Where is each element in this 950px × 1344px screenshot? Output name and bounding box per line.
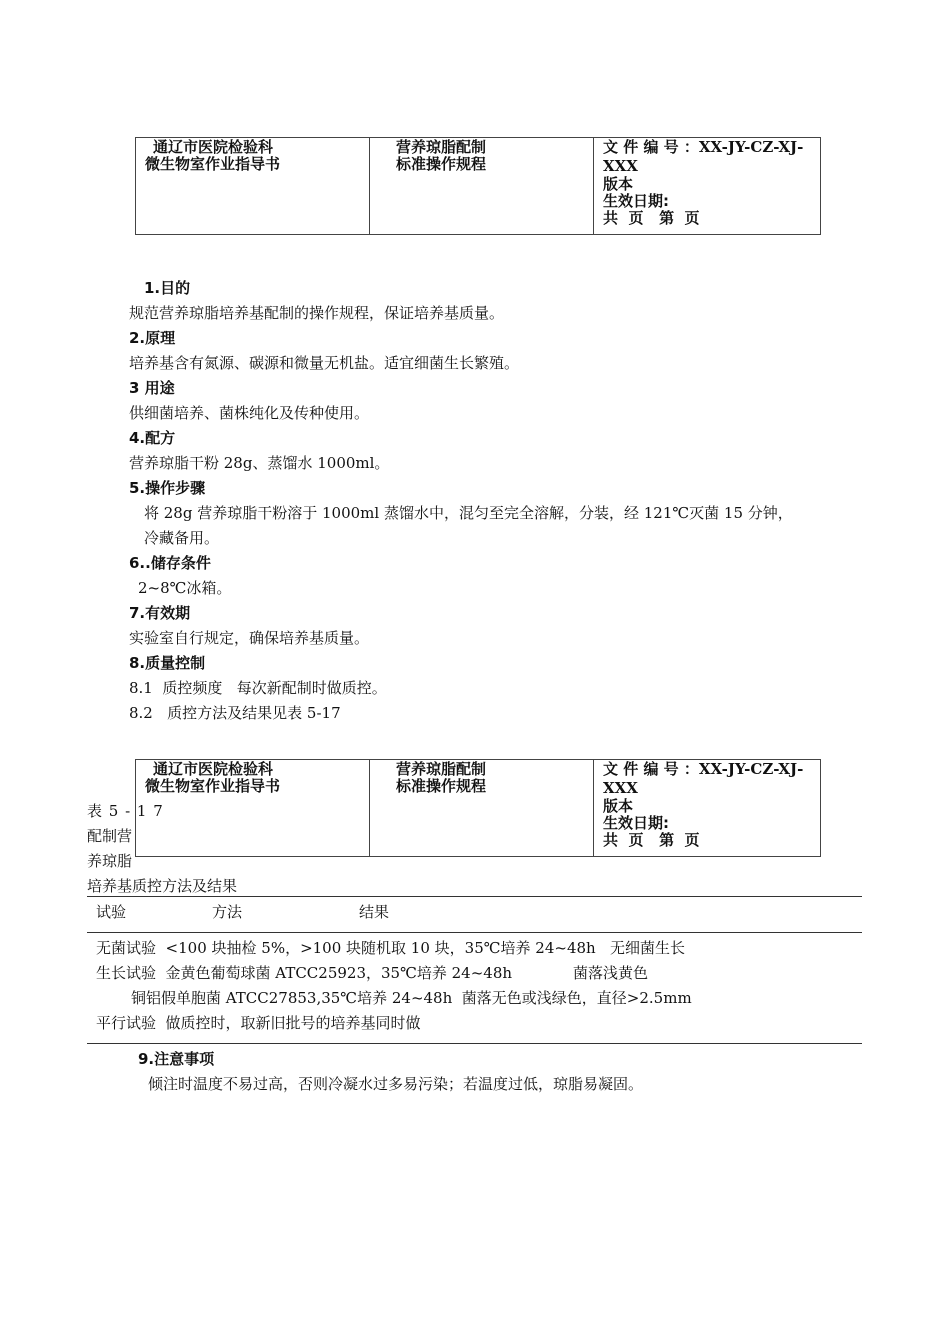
section4-text: 营养琼脂干粉 28g、蒸馏水 1000ml。 — [129, 454, 390, 472]
section9-title: 9.注意事项 — [138, 1050, 215, 1068]
qc-row-growth: 生长试验 金黄色葡萄球菌 ATCC25923，35℃培养 24~48h — [96, 964, 513, 982]
table-caption-line2: 配制营 — [87, 827, 133, 845]
version: 版本 — [603, 175, 634, 193]
doc-no-tail: XXX — [603, 157, 638, 175]
qc-table-header-rule — [87, 932, 862, 933]
section8-item2: 8.2 质控方法及结果见表 5-17 — [129, 704, 341, 722]
section8-title: 8.质量控制 — [129, 654, 206, 672]
org-line2-2: 微生物室作业指导书 — [145, 777, 281, 795]
doc-no-value-2: XX-JY-CZ-XJ- — [698, 760, 804, 778]
section1-text: 规范营养琼脂培养基配制的操作规程，保证培养基质量。 — [129, 304, 505, 322]
title-line2-2: 标准操作规程 — [396, 777, 487, 795]
qc-table-bottom-rule — [87, 1043, 862, 1044]
header-table-top — [135, 137, 821, 235]
section3-title: 3 用途 — [129, 379, 175, 397]
pages-2: 共 页 第 页 — [603, 831, 700, 849]
title-line2: 标准操作规程 — [396, 155, 487, 173]
qc-header-test: 试验 — [96, 903, 127, 921]
qc-row-parallel: 平行试验 做质控时，取新旧批号的培养基同时做 — [96, 1014, 421, 1032]
header-org-cell-2 — [136, 760, 369, 856]
section6-title: 6..储存条件 — [129, 554, 211, 572]
effective-date: 生效日期: — [603, 192, 669, 210]
qc-header-method: 方法 — [212, 903, 243, 921]
table-caption-line4: 培养基质控方法及结果 — [87, 877, 238, 895]
header-table-middle — [135, 759, 821, 857]
table-caption-line3: 养琼脂 — [87, 852, 133, 870]
section9-text: 倾注时温度不易过高，否则冷凝水过多易污染；若温度过低，琼脂易凝固。 — [148, 1075, 644, 1093]
header-org-cell — [136, 138, 369, 234]
section5-text1: 将 28g 营养琼脂干粉溶于 1000ml 蒸馏水中，混匀至完全溶解，分装，经 121℃灭菌 15 分钟， — [144, 504, 793, 522]
doc-no-label: 文 件 编 号 ： — [603, 138, 699, 156]
section2-text: 培养基含有氮源、碳源和微量无机盐。适宜细菌生长繁殖。 — [129, 354, 520, 372]
section6-text: 2~8℃冰箱。 — [138, 579, 232, 597]
qc-row-pseudomonas: 铜铝假单胞菌 ATCC27853,35℃培养 24~48h 菌落无色或浅绿色，直径>2.5mm — [131, 989, 692, 1007]
qc-header-result: 结果 — [359, 903, 390, 921]
section5-text2: 冷藏备用。 — [144, 529, 220, 547]
section7-text: 实验室自行规定，确保培养基质量。 — [129, 629, 370, 647]
title-line1-2: 营养琼脂配制 — [396, 760, 487, 778]
version-2: 版本 — [603, 797, 634, 815]
org-line1-2: 通辽市医院检验科 — [153, 760, 274, 778]
section7-title: 7.有效期 — [129, 604, 191, 622]
table-caption-line1: 表 5 - 1 7 — [87, 802, 164, 820]
qc-row-sterility: 无菌试验 <100 块抽检 5%，>100 块随机取 10 块，35℃培养 24~48h 无细菌生长 — [96, 939, 686, 957]
qc-row-growth-result: 菌落浅黄色 — [573, 964, 649, 982]
doc-no — [603, 139, 803, 156]
section1-title: 1.目的 — [144, 279, 191, 297]
doc-no-2 — [603, 761, 803, 778]
org-line1: 通辽市医院检验科 — [153, 138, 274, 156]
section2-title: 2.原理 — [129, 329, 176, 347]
section5-title: 5.操作步骤 — [129, 479, 206, 497]
qc-table-top-rule — [87, 896, 862, 897]
effective-date-2: 生效日期: — [603, 814, 669, 832]
header-doc-cell — [593, 138, 820, 234]
title-line1: 营养琼脂配制 — [396, 138, 487, 156]
pages: 共 页 第 页 — [603, 209, 700, 227]
doc-no-value: XX-JY-CZ-XJ- — [698, 138, 804, 156]
doc-no-tail-2: XXX — [603, 779, 638, 797]
header-doc-cell-2 — [593, 760, 820, 856]
header-title-cell — [369, 138, 593, 234]
header-title-cell-2 — [369, 760, 593, 856]
section4-title: 4.配方 — [129, 429, 176, 447]
section3-text: 供细菌培养、菌株纯化及传种使用。 — [129, 404, 370, 422]
org-line2: 微生物室作业指导书 — [145, 155, 281, 173]
doc-no-label-2: 文 件 编 号 ： — [603, 760, 699, 778]
section8-item1: 8.1 质控频度 每次新配制时做质控。 — [129, 679, 387, 697]
